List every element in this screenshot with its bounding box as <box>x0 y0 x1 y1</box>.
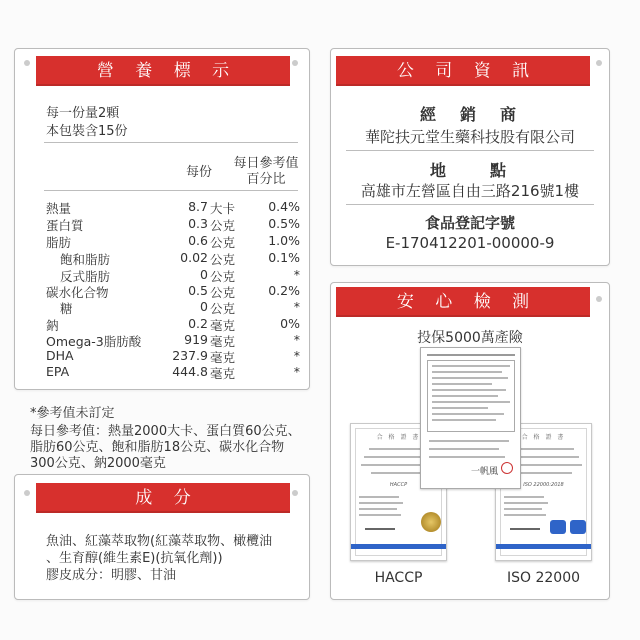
nutrient-dv: 0.1% <box>268 250 300 265</box>
divider <box>44 142 298 143</box>
nutrient-name: 蛋白質 <box>46 218 84 233</box>
nutrient-unit: 公克 <box>210 218 236 233</box>
table-row <box>46 283 346 299</box>
nutrient-unit: 毫克 <box>210 366 236 381</box>
nutrient-name: 脂肪 <box>46 235 72 250</box>
divider <box>346 204 594 205</box>
cert-standard: HACCP <box>389 482 408 488</box>
reference-values: 300公克、鈉2000毫克 <box>30 456 166 471</box>
nutrient-name: 熱量 <box>46 201 72 216</box>
col-per-serving: 每份 <box>186 165 213 180</box>
table-row <box>46 250 346 266</box>
ingredients-title: 成 分 <box>36 483 290 513</box>
certification-seal-icon <box>570 520 586 534</box>
nutrient-unit: 毫克 <box>210 318 236 333</box>
table-row <box>46 348 346 364</box>
decor-dot <box>596 296 602 302</box>
decor-dot <box>292 60 298 66</box>
decor-dot <box>24 490 30 496</box>
nutrient-value: 237.9 <box>172 348 208 363</box>
nutrient-unit: 公克 <box>210 235 236 250</box>
col-dv-line2: 百分比 <box>246 172 286 187</box>
nutrient-dv: 1.0% <box>268 233 300 248</box>
nutrient-value: 0.5 <box>188 283 208 298</box>
stamp-bar <box>351 544 446 549</box>
haccp-label: HACCP <box>374 570 423 586</box>
nutrient-value: 0.3 <box>188 216 208 231</box>
divider <box>346 150 594 151</box>
nutrient-unit: 公克 <box>210 252 236 267</box>
decor-dot <box>24 60 30 66</box>
address-label: 地 點 <box>429 161 510 180</box>
col-dv-line1: 每日參考值 <box>233 156 299 171</box>
ingredients-text: 、生育醇(維生素E)(抗氧化劑)) <box>46 551 223 566</box>
nutrient-name: EPA <box>46 364 70 379</box>
nutrient-value: 8.7 <box>188 199 208 214</box>
servings-per-pack: 本包裝含15份 <box>46 124 128 139</box>
distributor-name: 華陀扶元堂生藥科技股有限公司 <box>364 128 575 146</box>
iso22000-label: ISO 22000 <box>506 570 581 586</box>
nutrient-dv: * <box>293 364 300 379</box>
table-row <box>46 267 346 283</box>
nutrient-name: Omega-3脂肪酸 <box>46 334 142 349</box>
nutrition-title: 營 養 標 示 <box>36 56 290 86</box>
nutrient-unit: 公克 <box>210 285 236 300</box>
divider <box>44 190 298 191</box>
reference-values: 每日參考值：熱量2000大卡、蛋白質60公克、 <box>30 424 301 439</box>
nutrient-unit: 公克 <box>210 301 236 316</box>
nutrient-dv: 0% <box>280 316 300 331</box>
serving-size: 每一份量2顆 <box>46 106 120 121</box>
table-row <box>46 233 346 249</box>
nutrient-value: 0 <box>200 299 208 314</box>
nutrient-dv: * <box>293 332 300 347</box>
insurance-text: 投保5000萬產險 <box>417 330 523 346</box>
nutrient-dv: 0.5% <box>268 216 300 231</box>
ingredients-text: 魚油、紅藻萃取物(紅藻萃取物、橄欖油 <box>46 534 273 549</box>
safety-title: 安 心 檢 測 <box>336 287 590 317</box>
nutrient-name: 糖 <box>60 301 73 316</box>
stamp-icon <box>501 462 513 474</box>
nutrient-name: 鈉 <box>46 318 59 333</box>
nutrient-value: 919 <box>184 332 208 347</box>
certification-seal-icon <box>550 520 566 534</box>
nutrient-value: 0 <box>200 267 208 282</box>
nutrient-dv: 0.2% <box>268 283 300 298</box>
cert-title: 合 格 證 書 <box>376 434 421 441</box>
registration-label: 食品登記字號 <box>424 214 515 232</box>
nutrient-name: 反式脂肪 <box>60 269 111 284</box>
nutrient-unit: 毫克 <box>210 350 236 365</box>
decor-dot <box>292 490 298 496</box>
nutrient-dv: * <box>293 299 300 314</box>
certification-seal-icon <box>421 512 441 532</box>
table-row <box>46 332 346 348</box>
nutrient-unit: 公克 <box>210 269 236 284</box>
stamp-bar <box>496 544 591 549</box>
address: 高雄市左營區自由三路216號1樓 <box>360 182 580 200</box>
nutrient-unit: 毫克 <box>210 334 236 349</box>
table-row <box>46 364 346 380</box>
nutrient-dv: 0.4% <box>268 199 300 214</box>
nutrient-value: 0.2 <box>188 316 208 331</box>
registration-number: E-170412201-00000-9 <box>385 234 555 252</box>
distributor-label: 經 銷 商 <box>419 105 520 124</box>
table-row <box>46 199 346 215</box>
nutrient-name: 飽和脂肪 <box>60 252 111 267</box>
reference-values: 脂肪60公克、飽和脂肪18公克、碳水化合物 <box>30 440 285 455</box>
nutrient-dv: * <box>293 267 300 282</box>
nutrient-unit: 大卡 <box>210 201 236 216</box>
cert-standard: ISO 22000:2018 <box>523 482 564 488</box>
nutrient-name: DHA <box>46 348 74 363</box>
insurance-seal: 一帆風 <box>471 467 499 477</box>
insurance-document-image <box>420 347 521 489</box>
nutrient-value: 444.8 <box>172 364 208 379</box>
company-title: 公 司 資 訊 <box>336 56 590 86</box>
decor-dot <box>596 60 602 66</box>
nutrient-name: 碳水化合物 <box>46 285 109 300</box>
table-row <box>46 299 346 315</box>
table-row <box>46 216 346 232</box>
table-row <box>46 316 346 332</box>
nutrient-value: 0.02 <box>180 250 208 265</box>
ingredients-text: 膠皮成分：明膠、甘油 <box>46 568 177 583</box>
cert-title: 合 格 證 書 <box>521 434 566 441</box>
footnote: *參考值未訂定 <box>30 406 115 421</box>
nutrient-value: 0.6 <box>188 233 208 248</box>
nutrient-dv: * <box>293 348 300 363</box>
